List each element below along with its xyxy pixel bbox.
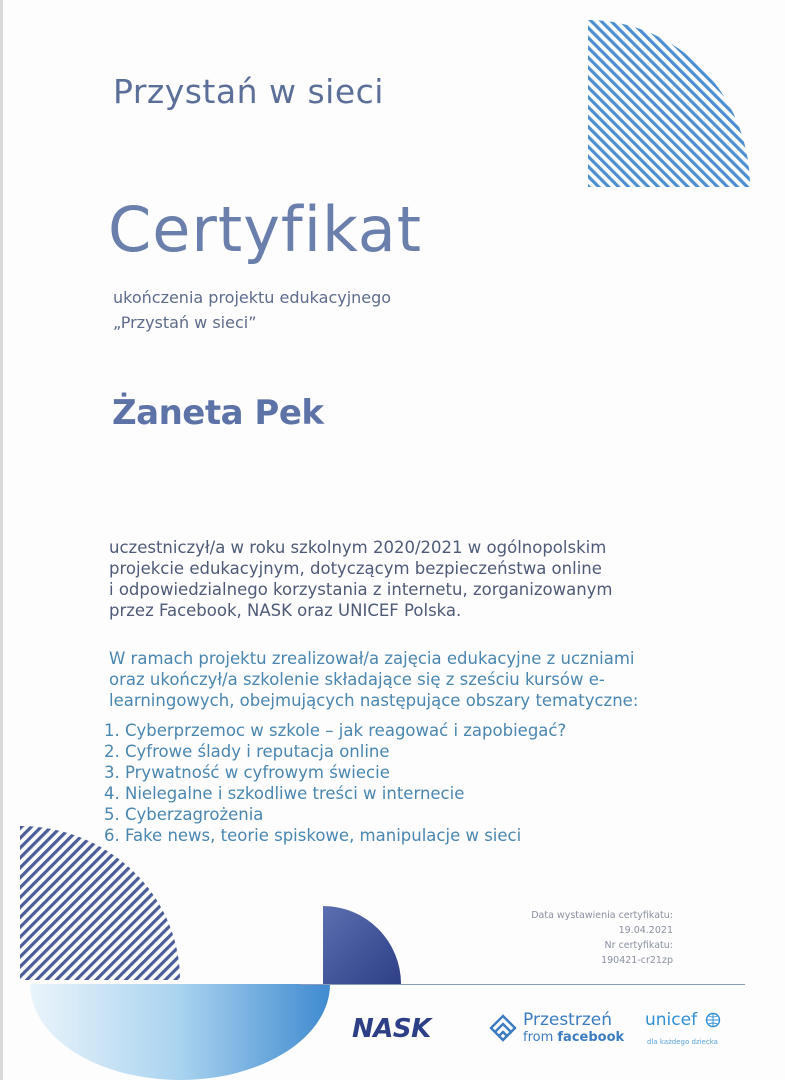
topic-item: 5. Cyberzagrożenia bbox=[104, 805, 264, 824]
nask-logo: NASK bbox=[352, 1014, 431, 1044]
description-paragraph bbox=[109, 537, 669, 621]
description-line: projekcie edukacyjnym, dotyczącym bezpieczeństwa online bbox=[109, 559, 602, 578]
cert-number: 190421-cr21zp bbox=[601, 955, 673, 966]
certificate-title: Certyfikat bbox=[108, 193, 423, 266]
topic-item: 6. Fake news, teorie spiskowe, manipulacje w sieci bbox=[104, 826, 522, 845]
bottom-gradient-half-circle bbox=[30, 984, 330, 1080]
przestrzen-icon bbox=[489, 1013, 517, 1043]
bottom-left-striped-arc bbox=[20, 826, 180, 980]
issue-date: 19.04.2021 bbox=[618, 925, 673, 936]
intro-line: W ramach projektu zrealizował/a zajęcia edukacyjne z uczniami bbox=[109, 649, 635, 668]
przestrzen-title: Przestrzeń bbox=[523, 1010, 612, 1030]
topics-list bbox=[104, 720, 566, 846]
intro-line: oraz ukończył/a szkolenie składające się z sześciu kursów e- bbox=[109, 670, 605, 689]
completion-line: ukończenia projektu edukacyjnego bbox=[113, 288, 392, 307]
project-name-line: „Przystań w sieci” bbox=[113, 313, 257, 332]
cert-number-label: Nr certyfikatu: bbox=[604, 940, 673, 951]
page-edge bbox=[0, 0, 3, 1080]
przestrzen-logo bbox=[489, 1010, 625, 1050]
topic-item: 4. Nielegalne i szkodliwe treści w internecie bbox=[104, 784, 465, 803]
facebook-text: facebook bbox=[557, 1030, 625, 1045]
topic-item: 2. Cyfrowe ślady i reputacja online bbox=[104, 742, 390, 761]
certificate-meta bbox=[531, 908, 673, 968]
from-text: from bbox=[523, 1030, 558, 1045]
footer-divider bbox=[300, 984, 745, 985]
description-line: i odpowiedzialnego korzystania z internetu, zorganizowanym bbox=[109, 580, 613, 599]
top-right-striped-arc bbox=[588, 20, 750, 187]
intro-line: learningowych, obejmujących następujące obszary tematyczne: bbox=[109, 691, 639, 710]
issue-date-label: Data wystawienia certyfikatu: bbox=[531, 910, 673, 921]
przestrzen-subtitle bbox=[523, 1030, 624, 1045]
unicef-logo bbox=[645, 1010, 725, 1050]
description-line: uczestniczył/a w roku szkolnym 2020/2021 w ogólnopolskim bbox=[109, 538, 607, 557]
unicef-tagline: dla każdego dziecka bbox=[647, 1038, 718, 1046]
topic-item: 1. Cyberprzemoc w szkole – jak reagować i zapobiegać? bbox=[104, 721, 567, 740]
bottom-blue-quarter bbox=[323, 906, 401, 984]
intro-paragraph bbox=[109, 648, 689, 711]
topic-item: 3. Prywatność w cyfrowym świecie bbox=[104, 763, 390, 782]
unicef-wordmark: unicef bbox=[645, 1010, 698, 1030]
unicef-globe-icon bbox=[705, 1012, 721, 1028]
recipient-name: Żaneta Pek bbox=[112, 393, 324, 433]
description-line: przez Facebook, NASK oraz UNICEF Polska. bbox=[109, 601, 462, 620]
project-header: Przystań w sieci bbox=[113, 72, 384, 111]
